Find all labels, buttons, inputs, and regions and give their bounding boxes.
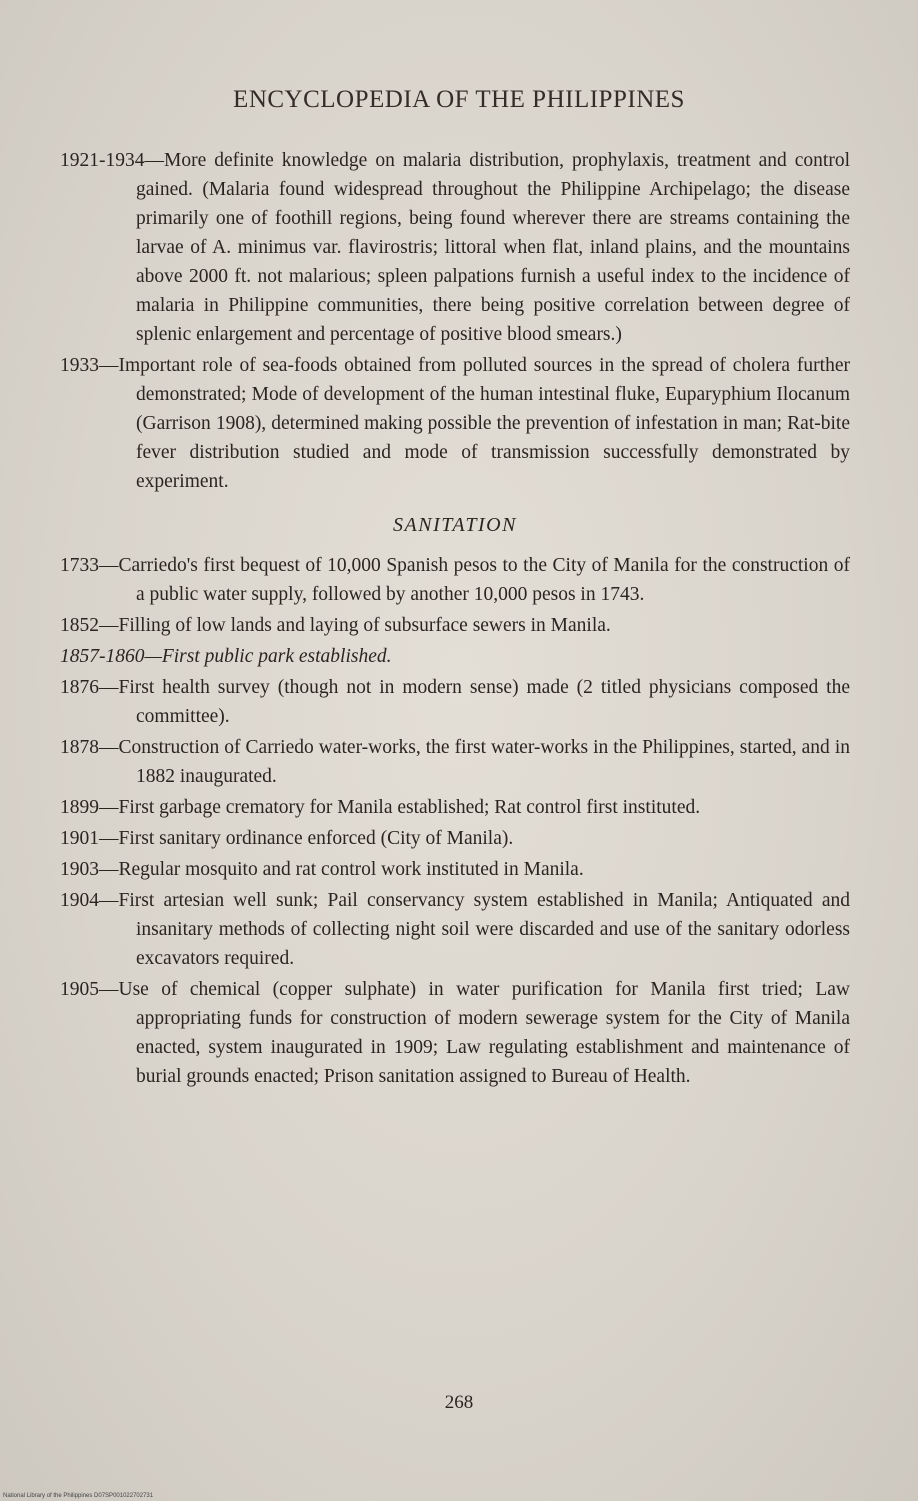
entry-1921-1934: 1921-1934—More definite knowledge on malaria distribution, prophylaxis, treatment and control gained. (Malaria found widespread throughout the Philippine Archipelago; the disease primarily one of foothill regions, being found wherever there are streams containing the larvae of A. minimus var. flavirostris; littoral when flat, inland plains, and the mountains above 2000 ft. not malarious; spleen palpations furnish a useful index to the incidence of malaria in Philippine communities, there being positive correlation between degree of splenic enlargement and percentage of positive blood smears.) <box>60 150 850 345</box>
entry-1857-1860: 1857-1860—First public park established. <box>60 646 392 667</box>
section-medicine <box>60 146 850 1093</box>
entry-year: 1857-1860 <box>60 646 145 667</box>
entry-year: 1733 <box>60 555 99 576</box>
entry-year: 1905 <box>60 979 99 1000</box>
entry-year: 1878 <box>60 737 99 758</box>
entry-1878: 1878—Construction of Carriedo water-works, the first water-works in the Philippines, started, and in 1882 inaugurated. <box>60 737 850 787</box>
page-number: 268 <box>444 1392 474 1413</box>
entry-year: 1933 <box>60 355 99 376</box>
entry-1899: 1899—First garbage crematory for Manila established; Rat control first instituted. <box>60 797 701 818</box>
entry-text: Regular mosquito and rat control work instituted in Manila. <box>118 859 584 880</box>
entry-year: 1852 <box>60 615 99 636</box>
entry-text: Construction of Carriedo water-works, the first water-works in the Philippines, started, and in 1882 inaugurated. <box>118 737 850 787</box>
page-header: ENCYCLOPEDIA OF THE PHILIPPINES <box>233 86 685 113</box>
entry-year: 1921-1934 <box>60 150 145 171</box>
entry-text: First sanitary ordinance enforced (City of Manila). <box>118 828 514 849</box>
entry-text: More definite knowledge on malaria distribution, prophylaxis, treatment and control gained. (Malaria found widespread throughout the Philippine Archipelago; the disease primarily one of foothill regions, being found wherever there are streams containing the larvae of A. minimus var. flavirostris; littoral when flat, inland plains, and the mountains above 2000 ft. not malarious; spleen palpations furnish a useful index to the incidence of malaria in Philippine communities, there being positive correlation between degree of splenic enlargement and percentage of positive blood smears.) <box>136 150 850 345</box>
entry-year: 1904 <box>60 890 99 911</box>
entry-text: Important role of sea-foods obtained from polluted sources in the spread of cholera further demonstrated; Mode of development of the human intestinal fluke, Euparyphium Ilocanum (Garrison 1908), determined making possible the prevention of infestation in man; Rat-bite fever distribution studied and mode of transmission successfully demonstrated by experiment. <box>118 355 850 492</box>
entry-text: First garbage crematory for Manila established; Rat control first instituted. <box>118 797 701 818</box>
entry-1904: 1904—First artesian well sunk; Pail conservancy system established in Manila; Antiquated and insanitary methods of collecting night soil were discarded and use of the sanitary odorless excavators required. <box>60 890 850 969</box>
entry-text: First health survey (though not in modern sense) made (2 titled physicians composed the committee). <box>118 677 850 727</box>
entry-1876: 1876—First health survey (though not in modern sense) made (2 titled physicians composed the committee). <box>60 677 850 727</box>
entry-text: Use of chemical (copper sulphate) in water purification for Manila first tried; Law appropriating funds for construction of modern sewerage system for the City of Manila enacted, system inaugurated in 1909; Law regulating establishment and maintenance of burial grounds enacted; Prison sanitation assigned to Bureau of Health. <box>118 979 850 1087</box>
entry-year: 1903 <box>60 859 99 880</box>
entry-year: 1876 <box>60 677 99 698</box>
entry-1905: 1905—Use of chemical (copper sulphate) in water purification for Manila first tried; Law appropriating funds for construction of modern sewerage system for the City of Manila enacted, system inaugurated in 1909; Law regulating establishment and maintenance of burial grounds enacted; Prison sanitation assigned to Bureau of Health. <box>60 979 850 1087</box>
entry-text: Filling of low lands and laying of subsurface sewers in Manila. <box>118 615 611 636</box>
entry-year: 1899 <box>60 797 99 818</box>
entry-text: First artesian well sunk; Pail conservancy system established in Manila; Antiquated and insanitary methods of collecting night soil were discarded and use of the sanitary odorless excavators required. <box>118 890 850 969</box>
entry-text: First public park established. <box>161 646 392 667</box>
entry-1933: 1933—Important role of sea-foods obtained from polluted sources in the spread of cholera further demonstrated; Mode of development of the human intestinal fluke, Euparyphium Ilocanum (Garrison 1908), determined making possible the prevention of infestation in man; Rat-bite fever distribution studied and mode of transmission successfully demonstrated by experiment. <box>60 355 850 492</box>
entry-text: Carriedo's first bequest of 10,000 Spanish pesos to the City of Manila for the construction of a public water supply, followed by another 10,000 pesos in 1743. <box>118 555 850 605</box>
library-footer: National Library of the Philippines D07SP001022702731 <box>3 1493 154 1499</box>
section-title-sanitation: SANITATION <box>393 514 517 536</box>
entry-1852: 1852—Filling of low lands and laying of subsurface sewers in Manila. <box>60 615 611 636</box>
entry-1903: 1903—Regular mosquito and rat control work instituted in Manila. <box>60 859 584 880</box>
entry-1901: 1901—First sanitary ordinance enforced (City of Manila). <box>60 828 514 849</box>
entry-year: 1901 <box>60 828 99 849</box>
entry-1733: 1733—Carriedo's first bequest of 10,000 Spanish pesos to the City of Manila for the construction of a public water supply, followed by another 10,000 pesos in 1743. <box>60 555 850 605</box>
